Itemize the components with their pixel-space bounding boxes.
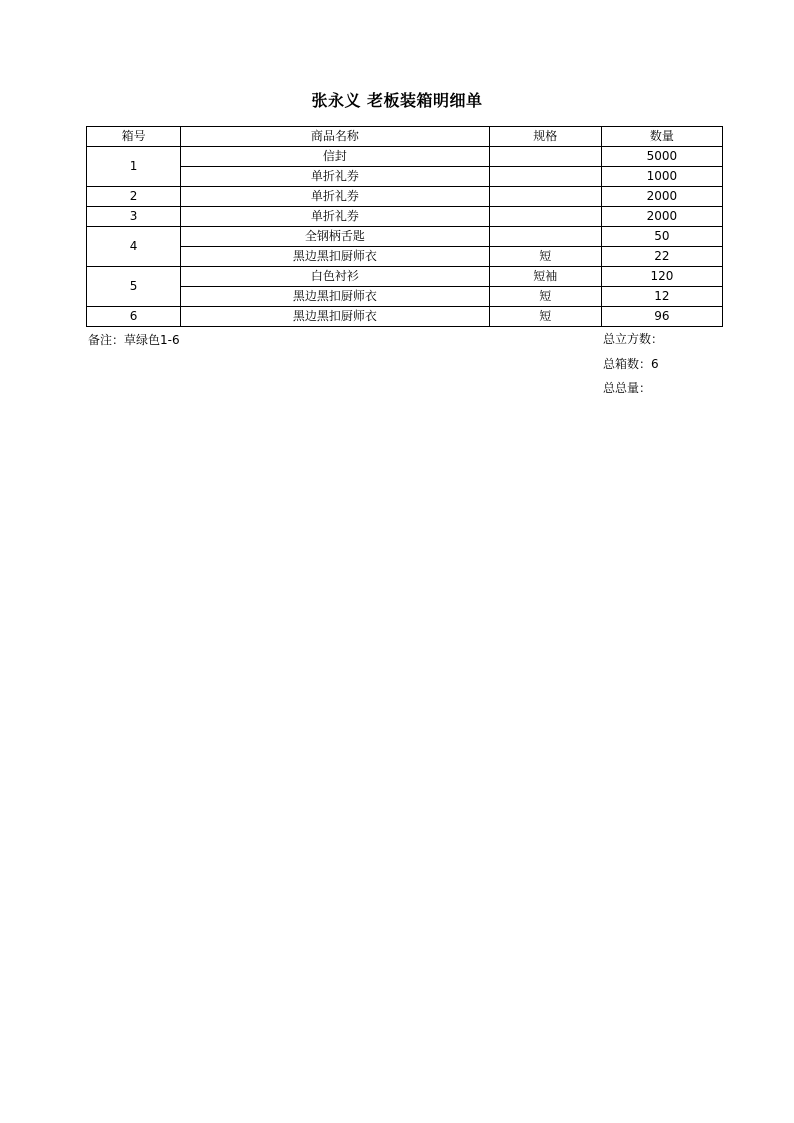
header-spec: 规格 <box>489 127 601 147</box>
box-number-cell: 2 <box>87 187 181 207</box>
table-row <box>87 207 723 227</box>
table-row <box>87 287 723 307</box>
box-number-cell: 6 <box>87 307 181 327</box>
quantity-cell: 50 <box>601 227 722 247</box>
box-number-cell: 3 <box>87 207 181 227</box>
summary-total-volume <box>603 330 663 347</box>
spec-cell: 短 <box>489 307 601 327</box>
header-product-name: 商品名称 <box>181 127 489 147</box>
table-row <box>87 267 723 287</box>
total-volume-label: 总立方数： <box>603 332 664 346</box>
table-header-row <box>87 127 723 147</box>
total-boxes-value: 6 <box>651 357 659 371</box>
table-row <box>87 187 723 207</box>
quantity-cell: 120 <box>601 267 722 287</box>
header-quantity: 数量 <box>601 127 722 147</box>
box-number-cell: 4 <box>87 227 181 267</box>
spec-cell: 短袖 <box>489 267 601 287</box>
spec-cell <box>489 147 601 167</box>
packing-list-table <box>86 126 723 327</box>
quantity-cell: 22 <box>601 247 722 267</box>
product-name-cell: 黑边黑扣厨师衣 <box>181 287 489 307</box>
remark-note: 备注：草绿色1-6 <box>88 333 180 347</box>
quantity-cell: 2000 <box>601 207 722 227</box>
spec-cell <box>489 187 601 207</box>
quantity-cell: 96 <box>601 307 722 327</box>
product-name-cell: 全钢柄舌匙 <box>181 227 489 247</box>
table-row <box>87 147 723 167</box>
spec-cell <box>489 227 601 247</box>
product-name-cell: 黑边黑扣厨师衣 <box>181 307 489 327</box>
document-title: 张永义 老板装箱明细单 <box>311 91 483 110</box>
spec-cell: 短 <box>489 247 601 267</box>
product-name-cell: 白色衬衫 <box>181 267 489 287</box>
summary-total-weight <box>603 379 651 396</box>
spec-cell: 短 <box>489 287 601 307</box>
table-row <box>87 227 723 247</box>
product-name-cell: 单折礼券 <box>181 187 489 207</box>
summary-total-boxes <box>603 355 659 372</box>
header-box-no: 箱号 <box>87 127 181 147</box>
product-name-cell: 信封 <box>181 147 489 167</box>
table-row <box>87 307 723 327</box>
quantity-cell: 2000 <box>601 187 722 207</box>
quantity-cell: 5000 <box>601 147 722 167</box>
box-number-cell: 5 <box>87 267 181 307</box>
quantity-cell: 12 <box>601 287 722 307</box>
product-name-cell: 黑边黑扣厨师衣 <box>181 247 489 267</box>
table-row <box>87 247 723 267</box>
product-name-cell: 单折礼券 <box>181 167 489 187</box>
spec-cell <box>489 207 601 227</box>
total-weight-label: 总总量： <box>603 381 652 395</box>
product-name-cell: 单折礼券 <box>181 207 489 227</box>
spec-cell <box>489 167 601 187</box>
quantity-cell: 1000 <box>601 167 722 187</box>
box-number-cell: 1 <box>87 147 181 187</box>
table-row <box>87 167 723 187</box>
total-boxes-label: 总箱数： <box>603 357 652 371</box>
